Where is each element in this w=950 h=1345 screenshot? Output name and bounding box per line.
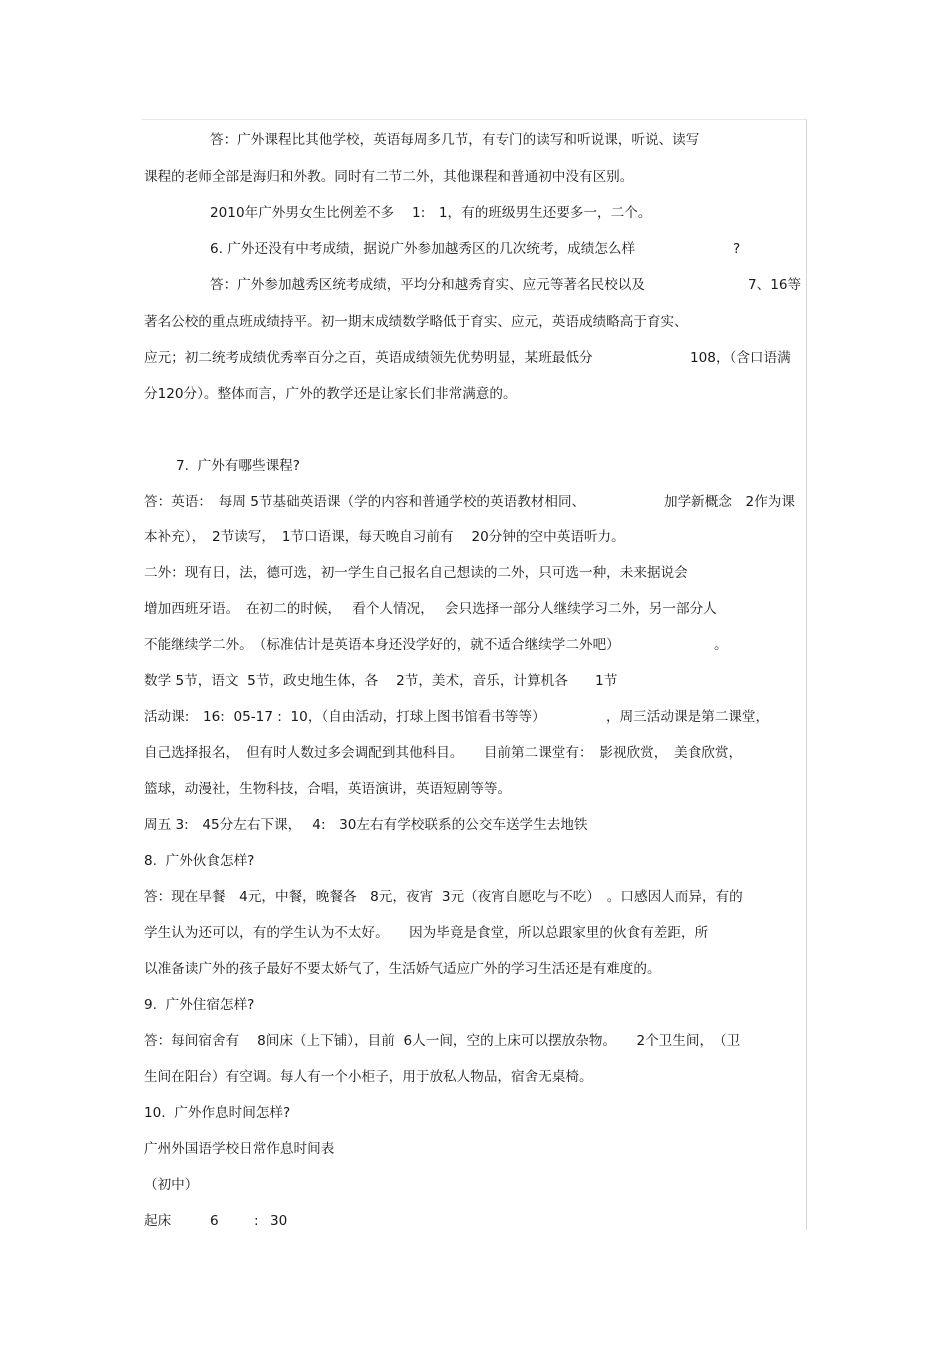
answer-7-line: 篮球，动漫社，生物科技，合唱，英语演讲，英语短剧等等。 <box>144 781 512 797</box>
answer-7-line: 周五 3: 45分左右下课， 4: 30左右有学校联系的公交车送学生去地铁 <box>144 817 588 833</box>
schedule-title: 广州外国语学校日常作息时间表 <box>144 1141 335 1157</box>
answer-6-line: 应元；初二统考成绩优秀率百分之百，英语成绩领先优势明显，某班最低分 <box>144 350 593 366</box>
answer-7-line: 增加西班牙语。 在初二的时候， 看个人情况， 会只选择一部分人继续学习二外，另一部分人 <box>144 601 717 617</box>
answer-6-line-tail: 7、16等 <box>748 277 802 293</box>
schedule-row-hour: 6 <box>210 1213 219 1229</box>
answer-7-line: 活动课: 16: 05-17 : 10，（自由活动，打球上图书馆看书等等） <box>144 709 546 725</box>
question-10: 10. 广外作息时间怎样? <box>144 1105 291 1121</box>
answer-paragraph-line: 课程的老师全部是海归和外教。同时有二节二外，其他课程和普通初中没有区别。 <box>144 169 634 185</box>
question-7: 7. 广外有哪些课程? <box>176 458 300 474</box>
answer-7-line-tail: 。 <box>714 637 728 653</box>
answer-7-line-tail: 加学新概念 2作为课 <box>664 494 795 510</box>
schedule-row-minute: 30 <box>270 1213 288 1229</box>
question-9: 9. 广外住宿怎样? <box>144 997 255 1013</box>
answer-6-line: 分120分）。整体而言，广外的教学还是让家长们非常满意的。 <box>144 386 517 402</box>
answer-6-line: 答：广外参加越秀区统考成绩，平均分和越秀育实、应元等著名民校以及 <box>210 277 645 293</box>
answer-7-line-tail: ，周三活动课是第二课堂， <box>606 709 770 725</box>
answer-9-line: 生间在阳台）有空调。每人有一个小柜子，用于放私人物品，宿舍无桌椅。 <box>144 1069 593 1085</box>
answer-8-line: 学生认为还可以，有的学生认为不太好。 因为毕竟是食堂，所以总跟家里的伙食有差距，所 <box>144 925 709 941</box>
answer-7-line: 二外：现有日，法，德可选，初一学生自己报名自己想读的二外，只可选一种，未来据说会 <box>144 565 688 581</box>
answer-7-line: 自己选择报名， 但有时人数过多会调配到其他科目。 目前第二课堂有： 影视欣赏， 美食欣赏， <box>144 745 743 761</box>
question-6: 6. 广外还没有中考成绩，据说广外参加越秀区的几次统考，成绩怎么样 <box>210 241 636 257</box>
question-6-mark: ? <box>733 241 741 257</box>
answer-7-line: 数学 5节，语文 5节，政史地生体，各 2节，美术，音乐，计算机各 1节 <box>144 673 618 689</box>
paragraph-line: 2010年广外男女生比例差不多 1: 1，有的班级男生还要多一，二个。 <box>210 205 652 221</box>
schedule-subtitle: （初中） <box>144 1177 199 1193</box>
question-8: 8. 广外伙食怎样? <box>144 853 255 869</box>
answer-6-line: 著名公校的重点班成绩持平。初一期末成绩数学略低于育实、应元，英语成绩略高于育实、 <box>144 314 688 330</box>
answer-paragraph-line: 答：广外课程比其他学校，英语每周多几节，有专门的读写和听说课，听说、读写 <box>210 132 700 148</box>
answer-8-line: 答：现在早餐 4元，中餐，晚餐各 8元，夜宵 3元（夜宵自愿吃与不吃） 。口感因人而异，有的 <box>144 889 743 905</box>
schedule-row-separator: : <box>254 1213 259 1229</box>
answer-7-line: 不能继续学二外。 （标准估计是英语本身还没学好的，就不适合继续学二外吧） <box>144 637 620 653</box>
answer-7-line: 本补充）， 2节读写， 1节口语课，每天晚自习前有 20分钟的空中英语听力。 <box>144 529 625 545</box>
answer-6-line-tail: 108，（含口语满 <box>690 350 791 366</box>
answer-9-line: 答：每间宿舍有 8间床（上下铺），目前 6人一间，空的上床可以摆放杂物。 2个卫生间， （卫 <box>144 1033 741 1049</box>
answer-8-line: 以准备读广外的孩子最好不要太娇气了，生活娇气适应广外的学习生活还是有难度的。 <box>144 961 661 977</box>
schedule-row-label: 起床 <box>144 1213 172 1229</box>
answer-7-line: 答：英语： 每周 5节基础英语课（学的内容和普通学校的英语教材相同、 <box>144 494 586 510</box>
